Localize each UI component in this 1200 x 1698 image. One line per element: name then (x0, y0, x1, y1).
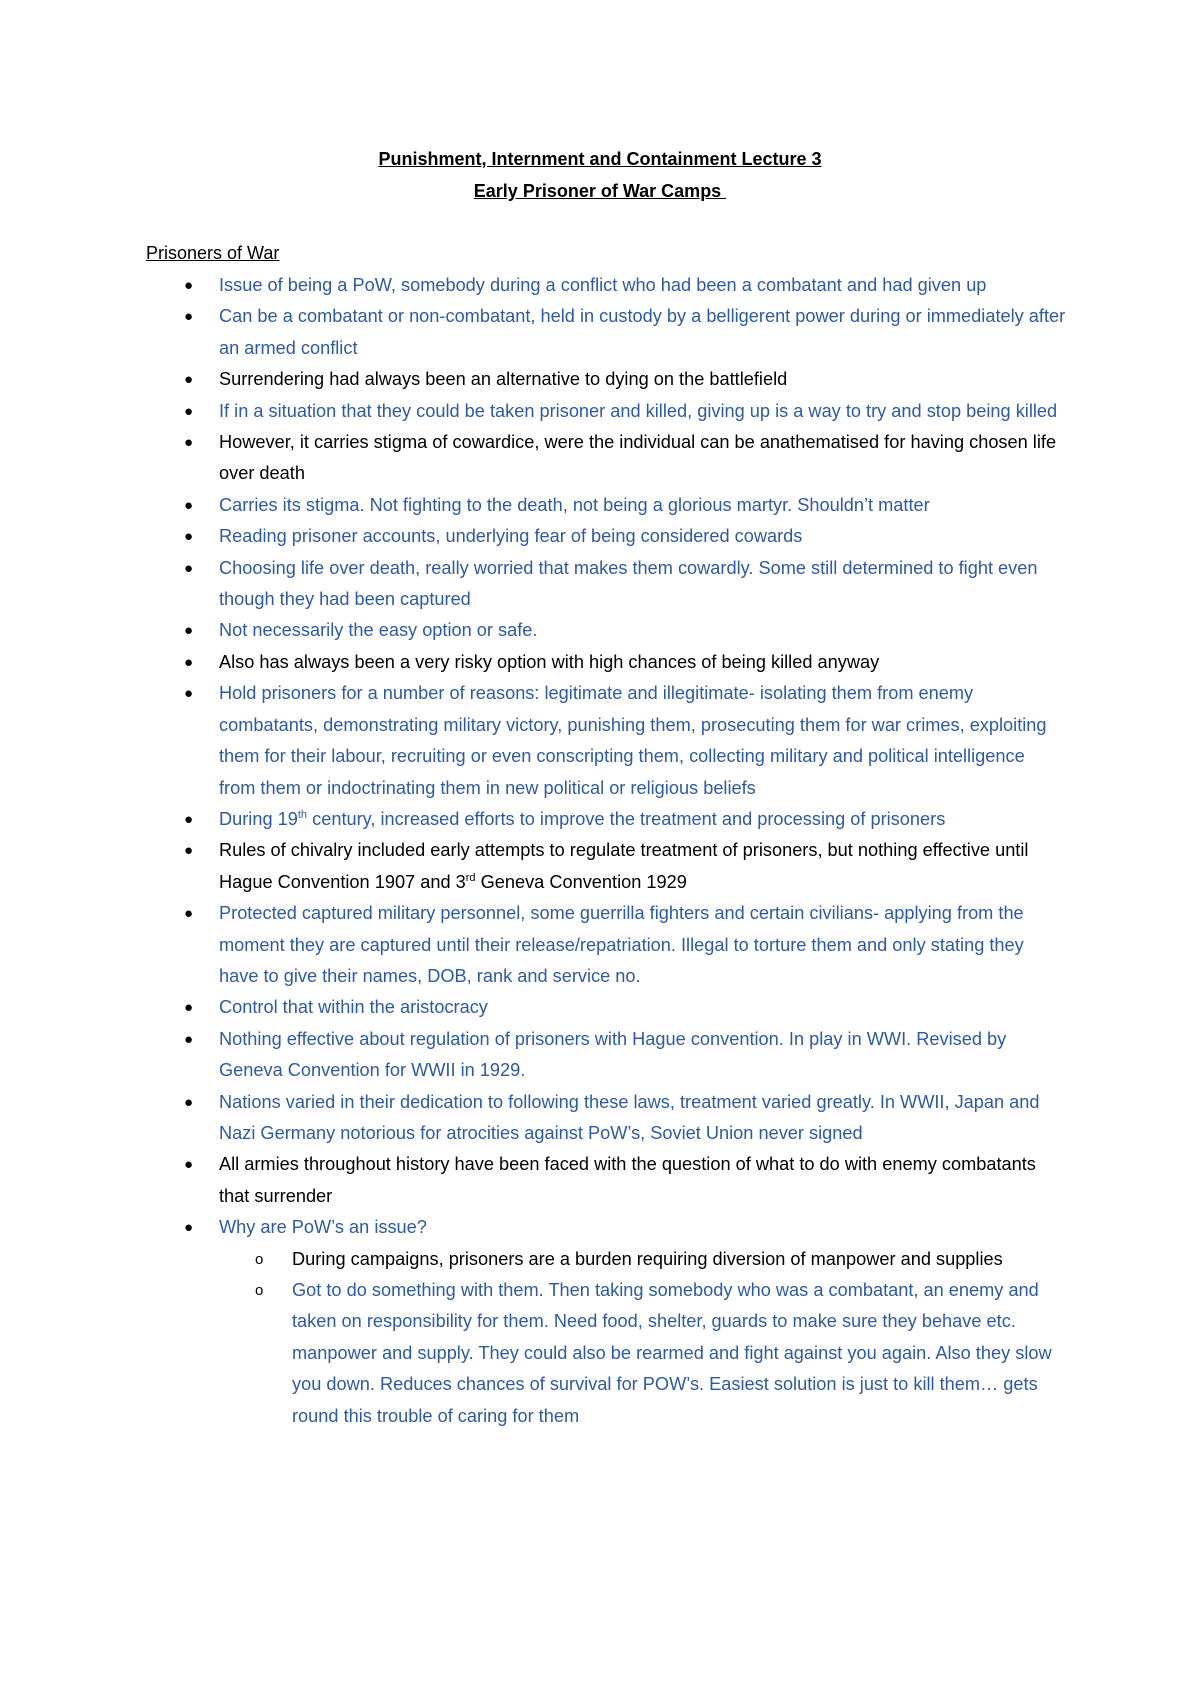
list-item (146, 301, 1066, 364)
sub-list-item (219, 1244, 1066, 1275)
bullet-marker: ● (184, 842, 194, 860)
list-item (146, 521, 1066, 552)
bullet-marker: ● (184, 1219, 194, 1237)
bullet-marker: ● (184, 653, 194, 671)
bullet-marker: ● (184, 528, 194, 546)
list-item (146, 1212, 1066, 1243)
bullet-marker: ● (184, 905, 194, 923)
list-item (146, 364, 1066, 395)
bullet-text: Why are PoW’s an issue? (219, 1217, 427, 1238)
list-item (146, 427, 1066, 490)
bullet-text-part: century, increased efforts to improve the treatment and processing of prisoners (307, 808, 946, 829)
list-item (146, 678, 1066, 804)
bullet-text: Carries its stigma. Not fighting to the death, not being a glorious martyr. Shouldn’t matter (219, 494, 930, 515)
bullet-text: Issue of being a PoW, somebody during a conflict who had been a combatant and had given up (219, 275, 987, 295)
sub-bullet-marker: o (255, 1250, 264, 1268)
bullet-marker: ● (184, 810, 194, 828)
list-item (146, 1024, 1066, 1087)
bullet-text: If in a situation that they could be taken prisoner and killed, giving up is a way to try and stop being killed (219, 400, 1058, 421)
bullet-text: Protected captured military personnel, some guerrilla fighters and certain civilians- applying from the moment they are captured until their release/repatriation. Illegal to torture them and only stating they have to give their names, DOB, rank and service no. (219, 903, 1024, 986)
bullet-marker: ● (184, 559, 194, 577)
bullet-text-part: Rules of chivalry included early attempts to regulate treatment of prisoners, but nothing effective until Hague Convention 1907 and 3 (219, 840, 1029, 892)
bullet-marker: ● (184, 434, 194, 452)
list-item (146, 1087, 1066, 1150)
bullet-text: Nothing effective about regulation of prisoners with Hague convention. In play in WWI. Revised by Geneva Convention for WWII in 1929. (219, 1028, 1007, 1081)
bullet-marker: ● (184, 308, 194, 326)
bullet-text: Surrendering had always been an alternative to dying on the battlefield (219, 369, 788, 390)
title-block (0, 143, 1200, 207)
bullet-marker: ● (184, 622, 194, 640)
bullet-marker: ● (184, 402, 194, 420)
document-subtitle: Early Prisoner of War Camps (473, 181, 727, 201)
bullet-text: Control that within the aristocracy (219, 997, 488, 1018)
sub-list-container (146, 1244, 1066, 1432)
list-item (146, 490, 1066, 521)
list-item (146, 1149, 1066, 1212)
bullet-marker: ● (184, 277, 194, 294)
bullet-text: All armies throughout history have been faced with the question of what to do with enemy combatants that surrender (219, 1154, 1036, 1206)
ordinal-suffix: rd (465, 871, 476, 884)
bullet-text-part: During 19 (219, 808, 298, 829)
ordinal-suffix: th (297, 808, 308, 821)
bullet-text: Not necessarily the easy option or safe. (219, 620, 538, 641)
sub-list-item (219, 1275, 1066, 1432)
list-item (146, 647, 1066, 678)
document-title: Punishment, Internment and Containment Lecture 3 (378, 149, 822, 169)
section-heading: Prisoners of War (146, 243, 280, 263)
list-item (146, 992, 1066, 1023)
sub-bullet-list (219, 1244, 1066, 1432)
bullet-text: Can be a combatant or non-combatant, held in custody by a belligerent power during or immediately after an armed conflict (219, 306, 1066, 358)
bullet-text: Also has always been a very risky option with high chances of being killed anyway (219, 651, 880, 672)
bullet-text-part: Geneva Convention 1929 (475, 871, 687, 892)
list-item (146, 396, 1066, 427)
bullet-list (146, 270, 1066, 1432)
bullet-text: However, it carries stigma of cowardice, were the individual can be anathematised for having chosen life over death (219, 432, 1057, 484)
bullet-marker: ● (184, 1156, 194, 1174)
bullet-marker: ● (184, 999, 194, 1017)
bullet-marker: ● (184, 1030, 194, 1048)
bullet-marker: ● (184, 685, 194, 703)
bullet-text: Nations varied in their dedication to following these laws, treatment varied greatly. In WWII, Japan and Nazi Germany notorious for atrocities against PoW’s, Soviet Union never signed (219, 1091, 1040, 1143)
sub-bullet-text: Got to do something with them. Then taking somebody who was a combatant, an enemy and taken on responsibility for them. Need food, shelter, guards to make sure they behave etc. manpower and supply. They could also be rearmed and fight against you again. Also they slow you down. Reduces chances of survival for POW’s. Easiest solution is just to kill them… gets round this trouble of caring for them (292, 1280, 1052, 1426)
bullet-text: Choosing life over death, really worried that makes them cowardly. Some still determined to fight even though they had been captured (219, 557, 1038, 610)
list-item (146, 804, 1066, 835)
list-item (146, 835, 1066, 898)
list-item (146, 553, 1066, 616)
list-item (146, 898, 1066, 992)
sub-bullet-marker: o (255, 1282, 264, 1299)
bullet-marker: ● (184, 1093, 194, 1111)
list-item (146, 615, 1066, 646)
bullet-marker: ● (184, 496, 194, 514)
bullet-text: Reading prisoner accounts, underlying fear of being considered cowards (219, 526, 803, 547)
bullet-marker: ● (184, 371, 194, 389)
bullet-text: Hold prisoners for a number of reasons: legitimate and illegitimate- isolating them from enemy combatants, demonstrating military victory, punishing them, prosecuting them for war crimes, exploiting them for their labour, recruiting or even conscripting them, collecting military and political intelligence from them or indoctrinating them in new political or religious beliefs (219, 683, 1047, 798)
sub-bullet-text: During campaigns, prisoners are a burden requiring diversion of manpower and supplies (292, 1248, 1003, 1269)
list-item (146, 270, 1066, 301)
